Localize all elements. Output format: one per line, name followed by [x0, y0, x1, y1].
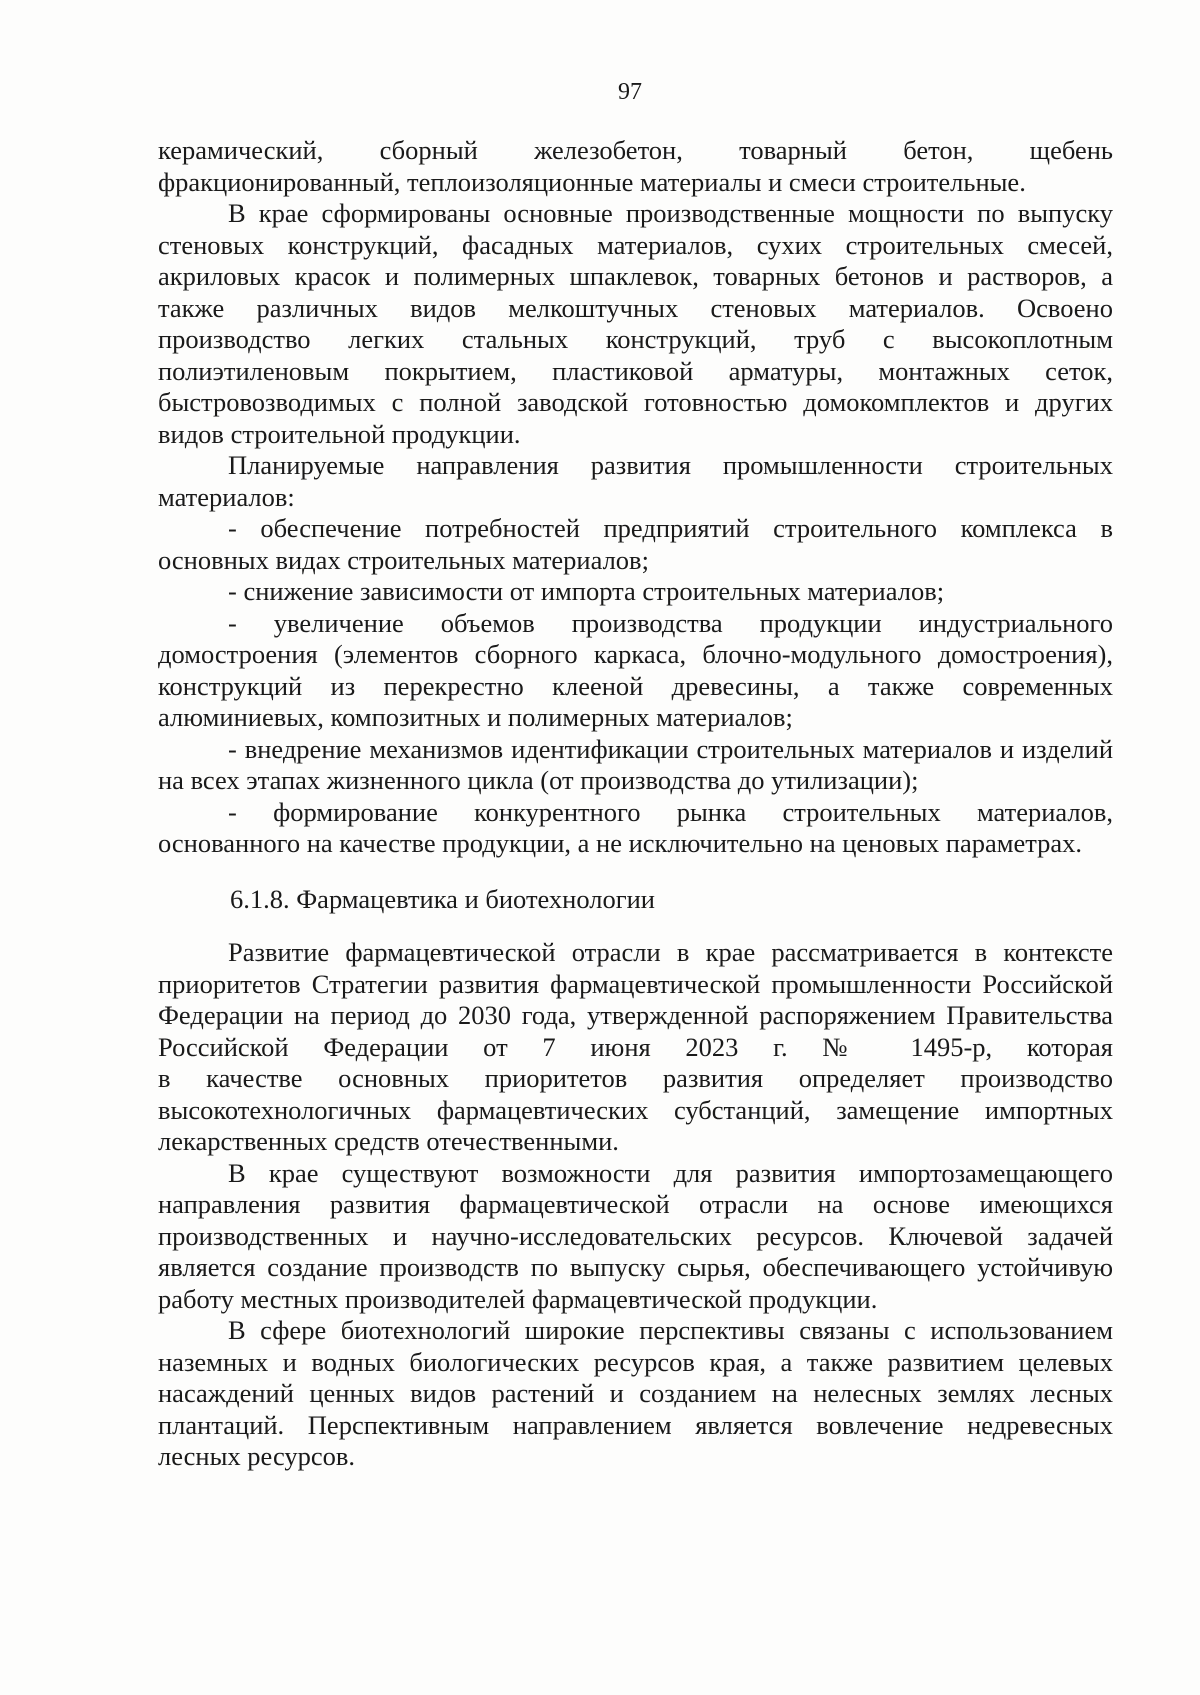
- list-item: - формирование конкурентного рынка строительных материалов, основанного на качестве продукции, а не исключительно на ценовых параметрах.: [158, 796, 1113, 858]
- body-text: [158, 135, 1113, 1473]
- list-item: - обеспечение потребностей предприятий строительного комплекса в основных видах строительных материалов;: [158, 513, 1113, 575]
- paragraph-continuation: керамический, сборный железобетон, товарный бетон, щебень фракционированный, теплоизоляционные материалы и смеси строительные.: [158, 135, 1113, 197]
- list-item: - увеличение объемов производства продукции индустриального домостроения (элементов сборного каркаса, блочно-модульного домостроения), конструкций из перекрестно клееной древесины, а также современных алюминиевых, композитных и полимерных материалов;: [158, 607, 1113, 732]
- paragraph-pharma-strategy-cont: в качестве основных приоритетов развития определяет производство высокотехнологичных фармацевтических субстанций, замещение импортных лекарственных средств отечественными.: [158, 1063, 1113, 1156]
- paragraph-import-substitution: В крае существуют возможности для развития импортозамещающего направления развития фармацевтической отрасли на основе имеющихся производственных и научно-исследовательских ресурсов. Ключевой задачей является создание производств по выпуску сырья, обеспечивающего устойчивую работу местных производителей фармацевтической продукции.: [158, 1157, 1113, 1314]
- section-heading: 6.1.8. Фармацевтика и биотехнологии: [230, 883, 655, 914]
- paragraph-pharma-strategy: Развитие фармацевтической отрасли в крае рассматривается в контексте приоритетов Стратегии развития фармацевтической промышленности Российской Федерации на период до 2030 года, утвержденной распоряжением Правительства Российской Федерации от 7 июня 2023 г. № 1495-р, которая: [158, 937, 1113, 1062]
- list-item: - снижение зависимости от импорта строительных материалов;: [228, 576, 945, 606]
- paragraph-production-capacity: В крае сформированы основные производственные мощности по выпуску стеновых конструкций, фасадных материалов, сухих строительных смесей, акриловых красок и полимерных шпаклевок, товарных бетонов и растворов, а также различных видов мелкоштучных стеновых материалов. Освоено производство легких стальных конструкций, труб с высокоплотным полиэтиленовым покрытием, пластиковой арматуры, монтажных сеток, быстровозводимых с полной заводской готовностью домокомплектов и других видов строительной продукции.: [158, 198, 1113, 449]
- paragraph-biotechnology: В сфере биотехнологий широкие перспективы связаны с использованием наземных и водных биологических ресурсов края, а также развитием целевых насаждений ценных видов растений и созданием на нелесных землях лесных плантаций. Перспективным направлением является вовлечение недревесных лесных ресурсов.: [158, 1315, 1113, 1471]
- list-item: - внедрение механизмов идентификации строительных материалов и изделий на всех этапах жизненного цикла (от производства до утилизации);: [158, 733, 1113, 795]
- paragraph-planned-directions: Планируемые направления развития промышленности строительных материалов:: [158, 450, 1113, 512]
- page-number: 97: [618, 79, 642, 105]
